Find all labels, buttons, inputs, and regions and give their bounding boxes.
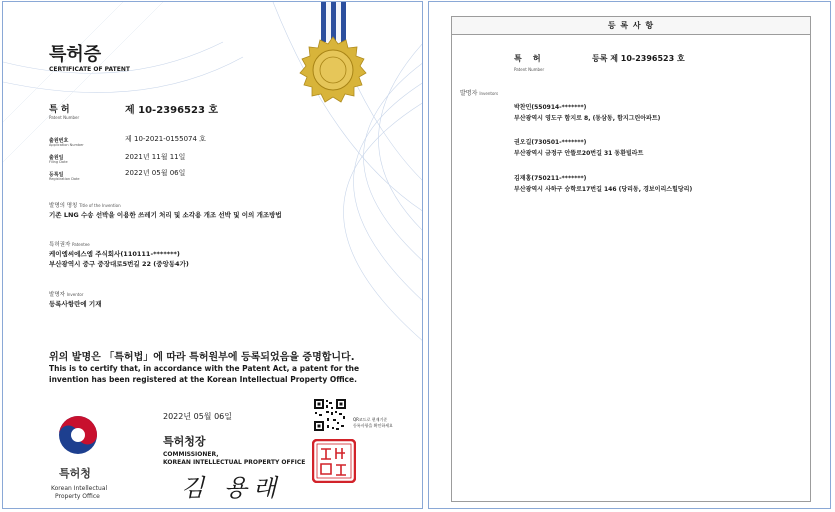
patent-number-label-en: Patent Number [49, 115, 80, 120]
invention-title-label-ko: 발명의 명칭 [49, 203, 78, 209]
issue-date: 2022년 05월 06일 [163, 412, 232, 421]
signature: 김 용래 [181, 474, 283, 502]
registry-frame [451, 16, 811, 502]
inventor-address: 부산광역시 금정구 안뜰로20번길 31 동환빌라트 [514, 150, 644, 157]
inventor-address: 부산광역시 영도구 함지로 8, (동삼동, 함지그린아파트) [514, 115, 661, 122]
certification-statement-en-2: invention has been registered at the Korean Intellectual Property Office. [49, 375, 357, 384]
kipo-logo-en-1: Korean Intellectual [51, 485, 108, 492]
registration-date-value: 2022년 05월 06일 [125, 169, 186, 177]
filing-date-label-en: Filing Date [49, 160, 68, 164]
registry-title: 등 록 사 항 [607, 21, 655, 30]
inventor-name: 김재홍(750211-*******) [514, 175, 587, 182]
registration-date-label-en: Registration Date [49, 177, 80, 181]
kipo-logo-en-2: Property Office [55, 493, 100, 500]
official-seal-icon [312, 439, 356, 483]
inventor-entry-3 [514, 173, 692, 195]
inventors-label [460, 88, 498, 97]
qr-code-icon [313, 398, 347, 432]
patentee-label [49, 240, 90, 248]
commissioner-en-1: COMMISSIONER, [163, 451, 219, 458]
application-number-label: 출원번호 [49, 138, 69, 144]
patentee-line2: 부산광역시 중구 중장대로5번길 22 (중앙동4가) [49, 260, 189, 268]
registry-patent-value: 등록 제 10-2396523 호 [592, 54, 685, 63]
inventor-entry-2 [514, 137, 643, 159]
patentee-label-ko: 특허권자 [49, 242, 71, 248]
inventor-label [49, 290, 83, 298]
commissioner-title: 특허청장 [163, 435, 206, 448]
registry-title-bar [452, 17, 810, 35]
application-number-label-en: Application Number [49, 143, 84, 147]
inventor-entry-1 [514, 102, 660, 124]
patent-number-value: 제 10-2396523 호 [125, 105, 219, 116]
invention-title-label [49, 201, 121, 209]
kipo-logo-icon [57, 414, 99, 456]
patent-certificate [2, 1, 423, 509]
qr-note-2: 등록사항을 확인하세요 [353, 423, 393, 428]
inventors-label-ko: 발명자 [460, 90, 478, 97]
commissioner-en-2: KOREAN INTELLECTUAL PROPERTY OFFICE [163, 459, 306, 466]
certificate-title-en: CERTIFICATE OF PATENT [49, 66, 130, 73]
inventor-name: 권오길(730501-*******) [514, 139, 587, 146]
registry-patent-label-en: Patent Number [514, 67, 545, 72]
inventor-value: 등록사항란에 기재 [49, 300, 102, 308]
inventor-label-en: Inventor [66, 292, 84, 297]
inventor-label-ko: 발명자 [49, 292, 65, 298]
kipo-logo-ko: 특허청 [59, 467, 91, 480]
registry-patent-label: 특 허 [514, 54, 541, 63]
certification-statement-en-1: This is to certify that, in accordance with the Patent Act, a patent for the [49, 364, 360, 373]
registration-date-label: 등록일 [49, 172, 64, 178]
registry-page [428, 1, 831, 509]
inventors-label-en: Inventors [479, 91, 499, 96]
inventor-address: 부산광역시 사하구 승학로17번길 146 (당리동, 경보이리스힐당리) [514, 186, 693, 193]
patentee-line1: 케이엠씨에스엠 주식회사(110111-*******) [49, 250, 180, 258]
inventor-name: 박찬민(550914-*******) [514, 104, 587, 111]
certificate-title: 특허증 [49, 44, 102, 65]
invention-title-value: 기존 LNG 수송 선박을 이용한 쓰레기 처리 및 소각용 개조 선박 및 이의 개조방법 [49, 211, 282, 219]
qr-note-1: QR코드로 현재기준 [353, 417, 388, 422]
patentee-label-en: Patentee [72, 242, 90, 247]
invention-title-label-en: Title of the Invention [79, 203, 121, 208]
certification-statement-ko: 위의 발명은 「특허법」에 따라 특허원부에 등록되었음을 증명합니다. [49, 352, 355, 363]
application-number-value: 제 10-2021-0155074 호 [125, 135, 206, 143]
filing-date-label: 출원일 [49, 155, 64, 161]
filing-date-value: 2021년 11월 11일 [125, 153, 186, 161]
gold-seal-icon [298, 35, 368, 105]
patent-number-label: 특 허 [49, 105, 70, 115]
